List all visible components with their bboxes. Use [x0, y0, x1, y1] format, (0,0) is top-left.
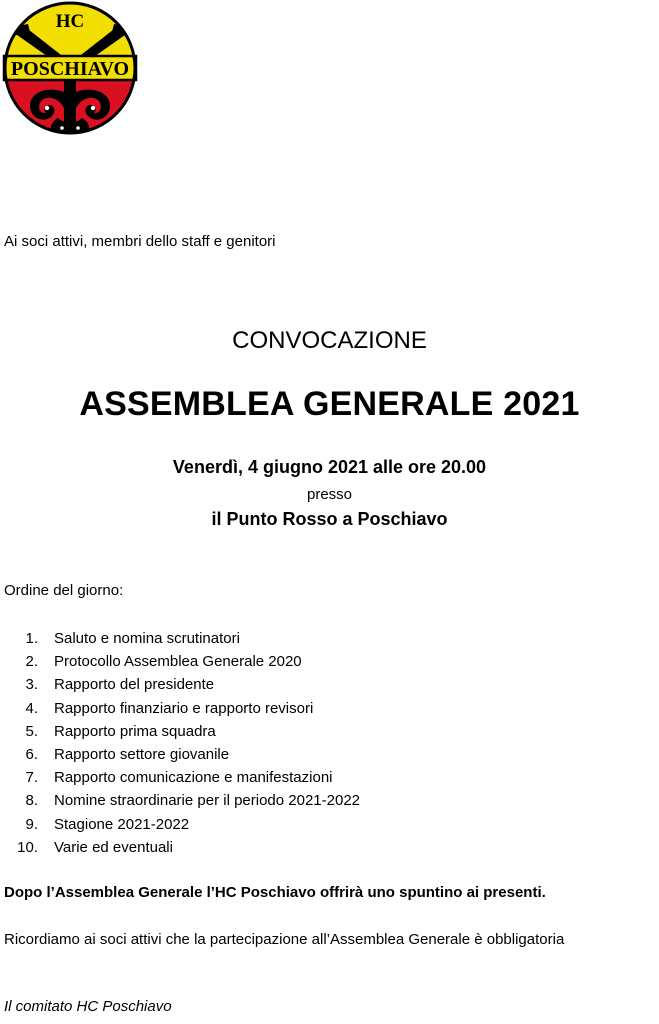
agenda-item — [0, 743, 360, 766]
agenda-item — [0, 789, 360, 812]
agenda-item-text: Rapporto finanziario e rapporto revisori — [54, 699, 314, 717]
signature: Il comitato HC Poschiavo — [4, 998, 172, 1015]
agenda-item-text: Rapporto prima squadra — [54, 722, 216, 740]
logo-top-text: HC — [55, 11, 85, 32]
agenda-item-number: 2. — [25, 653, 38, 671]
addressee-line: Ai soci attivi, membri dello staff e genitori — [4, 233, 276, 250]
agenda-item-number: 8. — [25, 792, 38, 810]
agenda-item — [0, 627, 360, 650]
agenda-item — [0, 650, 360, 673]
attendance-reminder: Ricordiamo ai soci attivi che la partecipazione all’Assemblea Generale è obbligatoria — [4, 931, 565, 948]
agenda-item — [0, 766, 360, 789]
agenda-item-text: Rapporto settore giovanile — [54, 745, 230, 763]
agenda-item — [0, 697, 360, 720]
agenda-item-number: 4. — [25, 699, 38, 717]
meeting-location: il Punto Rosso a Poschiavo — [211, 509, 448, 529]
agenda-item-number: 9. — [25, 815, 38, 833]
logo-band-text: POSCHIAVO — [10, 58, 130, 80]
agenda-item-text: Varie ed eventuali — [54, 838, 173, 856]
agenda-item-text: Stagione 2021-2022 — [54, 815, 190, 833]
agenda-item-text: Nomine straordinarie per il periodo 2021-2022 — [54, 792, 361, 810]
agenda-item — [0, 720, 360, 743]
agenda-list — [0, 627, 360, 859]
agenda-item-number: 5. — [25, 722, 38, 740]
agenda-item-text: Rapporto comunicazione e manifestazioni — [54, 769, 333, 787]
hc-poschiavo-logo-emblem — [0, 0, 142, 140]
agenda-item — [0, 673, 360, 696]
agenda-item — [0, 836, 360, 859]
agenda-item-text: Rapporto del presidente — [54, 676, 215, 694]
agenda-item-number: 10. — [17, 838, 38, 856]
agenda-item-text: Saluto e nomina scrutinatori — [54, 630, 240, 647]
assembly-title: ASSEMBLEA GENERALE 2021 — [79, 385, 580, 423]
hc-poschiavo-logo — [0, 0, 142, 140]
meeting-date: Venerdì, 4 giugno 2021 alle ore 20.00 — [172, 457, 487, 477]
snack-note: Dopo l’Assemblea Generale l’HC Poschiavo offrirà uno spuntino ai presenti. — [4, 884, 546, 901]
agenda-item — [0, 813, 360, 836]
agenda-item-number: 6. — [25, 745, 38, 763]
agenda-heading: Ordine del giorno: — [4, 582, 124, 599]
agenda-item-number: 7. — [25, 769, 38, 787]
agenda-item-text: Protocollo Assemblea Generale 2020 — [54, 653, 302, 671]
agenda-item-number: 1. — [25, 630, 38, 647]
presso-text: presso — [306, 486, 353, 503]
agenda-item-number: 3. — [25, 676, 38, 694]
convocazione-heading: CONVOCAZIONE — [232, 327, 427, 354]
